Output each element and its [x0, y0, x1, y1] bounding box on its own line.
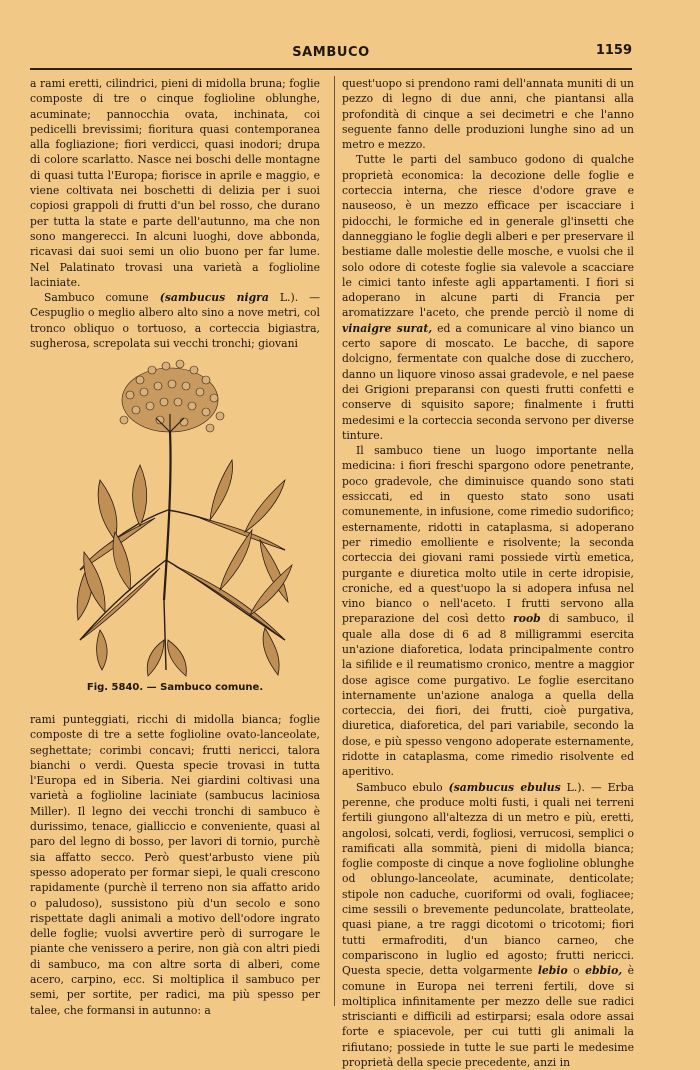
entry-heading: Sambuco comune — [44, 291, 149, 305]
medicine-text-b: di sambuco, il quale alla dose di 6 ad 8 milligrammi esercita un'azione diaforetica, lodata principalmente contro la sifilide e il reumatismo cronico, mentre a maggior dose agisce come purgativo. Le foglie esercitano internamente un'azione analoga a quella della corteccia, dei fiori, dei frutti, cioè purgativa, diuretica, diaforetica, del pari variabile, secondo la dose, e più spesso vengono adoperate esternamente, ridotte in cataplasma, come rimedio risolvente ed aperitivo. — [342, 612, 634, 779]
page-title: SAMBUCO — [292, 45, 370, 60]
paragraph-sambuco-ebulo — [342, 780, 634, 1070]
roob-term: roob — [513, 612, 541, 626]
ebulo-text-mid: o — [567, 964, 586, 978]
paragraph-propagation: quest'uopo si prendono rami dell'annata muniti di un pezzo di legno di due anni, che piantansi alla profondità di cinque a sei decimetri e che l'anno seguente fanno delle produzioni lunghe sino ad un metro e mezzo. — [342, 77, 634, 152]
economic-text-b: ed a comunicare al vino bianco un certo sapore di moscato. Le bacche, di sapore dolcigno, fermentate con qualche dose di zucchero, danno un liquore vinoso assai gradevole, e nel paese dei Grigioni preparansi con questi frutti confetti e conserve di squisito sapore; finalmente i frutti medesimi e la corteccia seconda servono per diverse tinture. — [342, 321, 634, 442]
lebio-term: lebio — [537, 964, 568, 978]
paragraph-after-figure: rami punteggiati, ricchi di midolla bianca; foglie composte di tre a sette foglioline ovato-lanceolate, seghettate; corimbi concavi; frutti nericci, talora bianchi o verdi. Questa specie trovasi in tutta l'Europa ed in Siberia. Nei giardini coltivasi una varietà a foglioline laciniate (sambucus laciniosa Miller). Il legno dei vecchi tronchi di sambuco è durissimo, tenace, gialliccio e conveniente, quasi al paro del legno di bosso, per lavori di tornio, purchè sia affatto secco. Però quest'arbusto viene più spesso adoperato per formar siepi, le quali crescono rapidamente (purchè il terreno non sia affatto arido o paludoso), sussistono più d'un secolo e sono rispettate dagli animali a motivo dell'odore ingrato delle foglie; vuolsi avvertire però di surrogare le piante che venissero a perire, non già con altri piedi di sambuco, ma con altre sorta di alberi, come acero, carpino, ecc. Si moltiplica il sambuco per semi, per sortite, per radici, ma più spesso per talee, che formansi in autunno: a — [30, 713, 320, 1017]
economic-text-a: Tutte le parti del sambuco godono di qualche proprietà economica: la decozione delle foglie e corteccia interna, che riesce d'odore grave e nauseoso, è un mezzo efficace per iscacciare i pidocchi, le formiche ed in generale gl'insetti che danneggiano le foglie degli alberi e per preservare il bestiame dalle molestie delle mosche, e vuolsi che il solo odore di coteste foglie sia valevole a scacciare le cimici tanto infeste agli appartamenti. I fiori si adoperano in alcune parti di Francia per aromatizzare l'aceto, che prende perciò il nome di — [342, 153, 634, 320]
vinaigre-term: vinaigre surat, — [342, 321, 433, 335]
column-divider — [334, 76, 335, 1006]
leaflets — [77, 460, 292, 676]
latin-name-ebulo: (sambucus ebulus — [448, 780, 561, 794]
ebulo-text-b: è comune in Europa nei terreni fertili, dove si moltiplica infinitamente per mezzo delle sue radici striscianti e difficili ad estirparsi; esala odore assai forte e spiacevole, per cui tutti gli animali la rifiutano; possiede in tutte le sue parti le medesime proprietà della specie precedente, anzi in — [342, 964, 634, 1069]
entry-text: L.). — Cespuglio o meglio albero alto sino a nove metri, col tronco obliquo o tortuoso, a corteccia bigiastra, sugherosa, screpolata sui vecchi tronchi; giovani — [30, 291, 320, 351]
ebbio-term: ebbio, — [585, 964, 623, 978]
paragraph-medicine — [342, 443, 634, 780]
paragraph-continuation: a rami eretti, cilindrici, pieni di midolla bruna; foglie composte di tre o cinque foglioline oblunghe, acuminate; pannocchia ovata, inchinata, coi pedicelli brevissimi; fioritura quasi contemporanea alla fogliazione; fiori verdicci, quasi inodori; drupa di colore scarlatto. Nasce nei boschi delle montagne di quasi tutta l'Europa; fiorisce in aprile e maggio, e viene coltivata nei boschetti di delizia per i suoi copiosi grappoli di frutti d'un bel rosso, che durano per tutta la state e parte dell'autunno, ma che non sono mangerecci. In alcuni luoghi, dove abbonda, ricavasi dai suoi semi un olio buono per far lume. Nel Palatinato trovasi una varietà a foglioline laciniate. — [30, 77, 320, 289]
medicine-text-a: Il sambuco tiene un luogo importante nella medicina: i fiori freschi spargono odore penetrante, poco gradevole, che diminuisce quando sono stati essiccati, ed in questo stato sono usati comunemente, in infusione, come rimedio sudorifico; esternamente, ridotti in cataplasma, si adoperano per rimedio emolliente e risolvente; la seconda corteccia dei giovani rami possiede virtù emetica, purgante e diuretica molto utile in certe idropisie, croniche, ed a quest'uopo la si adopera infusa nel vino bianco o nell'aceto. I frutti servono alla preparazione del così detto — [342, 444, 634, 626]
header-rule — [30, 68, 632, 70]
paragraph-economic-uses — [342, 152, 634, 443]
elder-branch-engraving-icon — [60, 340, 308, 680]
entry-heading-ebulo: Sambuco ebulo — [356, 780, 443, 794]
left-column-bottom — [30, 712, 320, 1017]
running-header — [30, 45, 632, 67]
figure-caption: Fig. 5840. — Sambuco comune. — [86, 682, 264, 693]
left-column-top — [30, 76, 320, 351]
latin-name: (sambucus nigra — [159, 291, 269, 305]
flower-cluster — [120, 360, 224, 432]
page-number: 1159 — [595, 43, 632, 58]
right-column — [342, 76, 634, 1069]
figure-elder-engraving — [60, 340, 308, 680]
ebulo-text-a: L.). — Erba perenne, che produce molti fusti, i quali nei terreni fertili giungono all'altezza di un metro e più, eretti, angolosi, solcati, verdi, fogliosi, verrucosi, semplici o ramificati alla sommità, pieni di midolla bianca; foglie composte di cinque a nove foglioline oblunghe od oblungo-lanceolate, acuminate, denticolate; stipole non caduche, cuoriformi od ovali, fogliacee; cime sessili o brevemente peduncolate, bratteolate, quasi piane, a tre raggi dicotomi o tricotomi; fiori tutti ermafroditi, d'un bianco carneo, che compariscono in luglio ed agosto; frutti nericci. Questa specie, detta volgarmente — [342, 780, 634, 978]
